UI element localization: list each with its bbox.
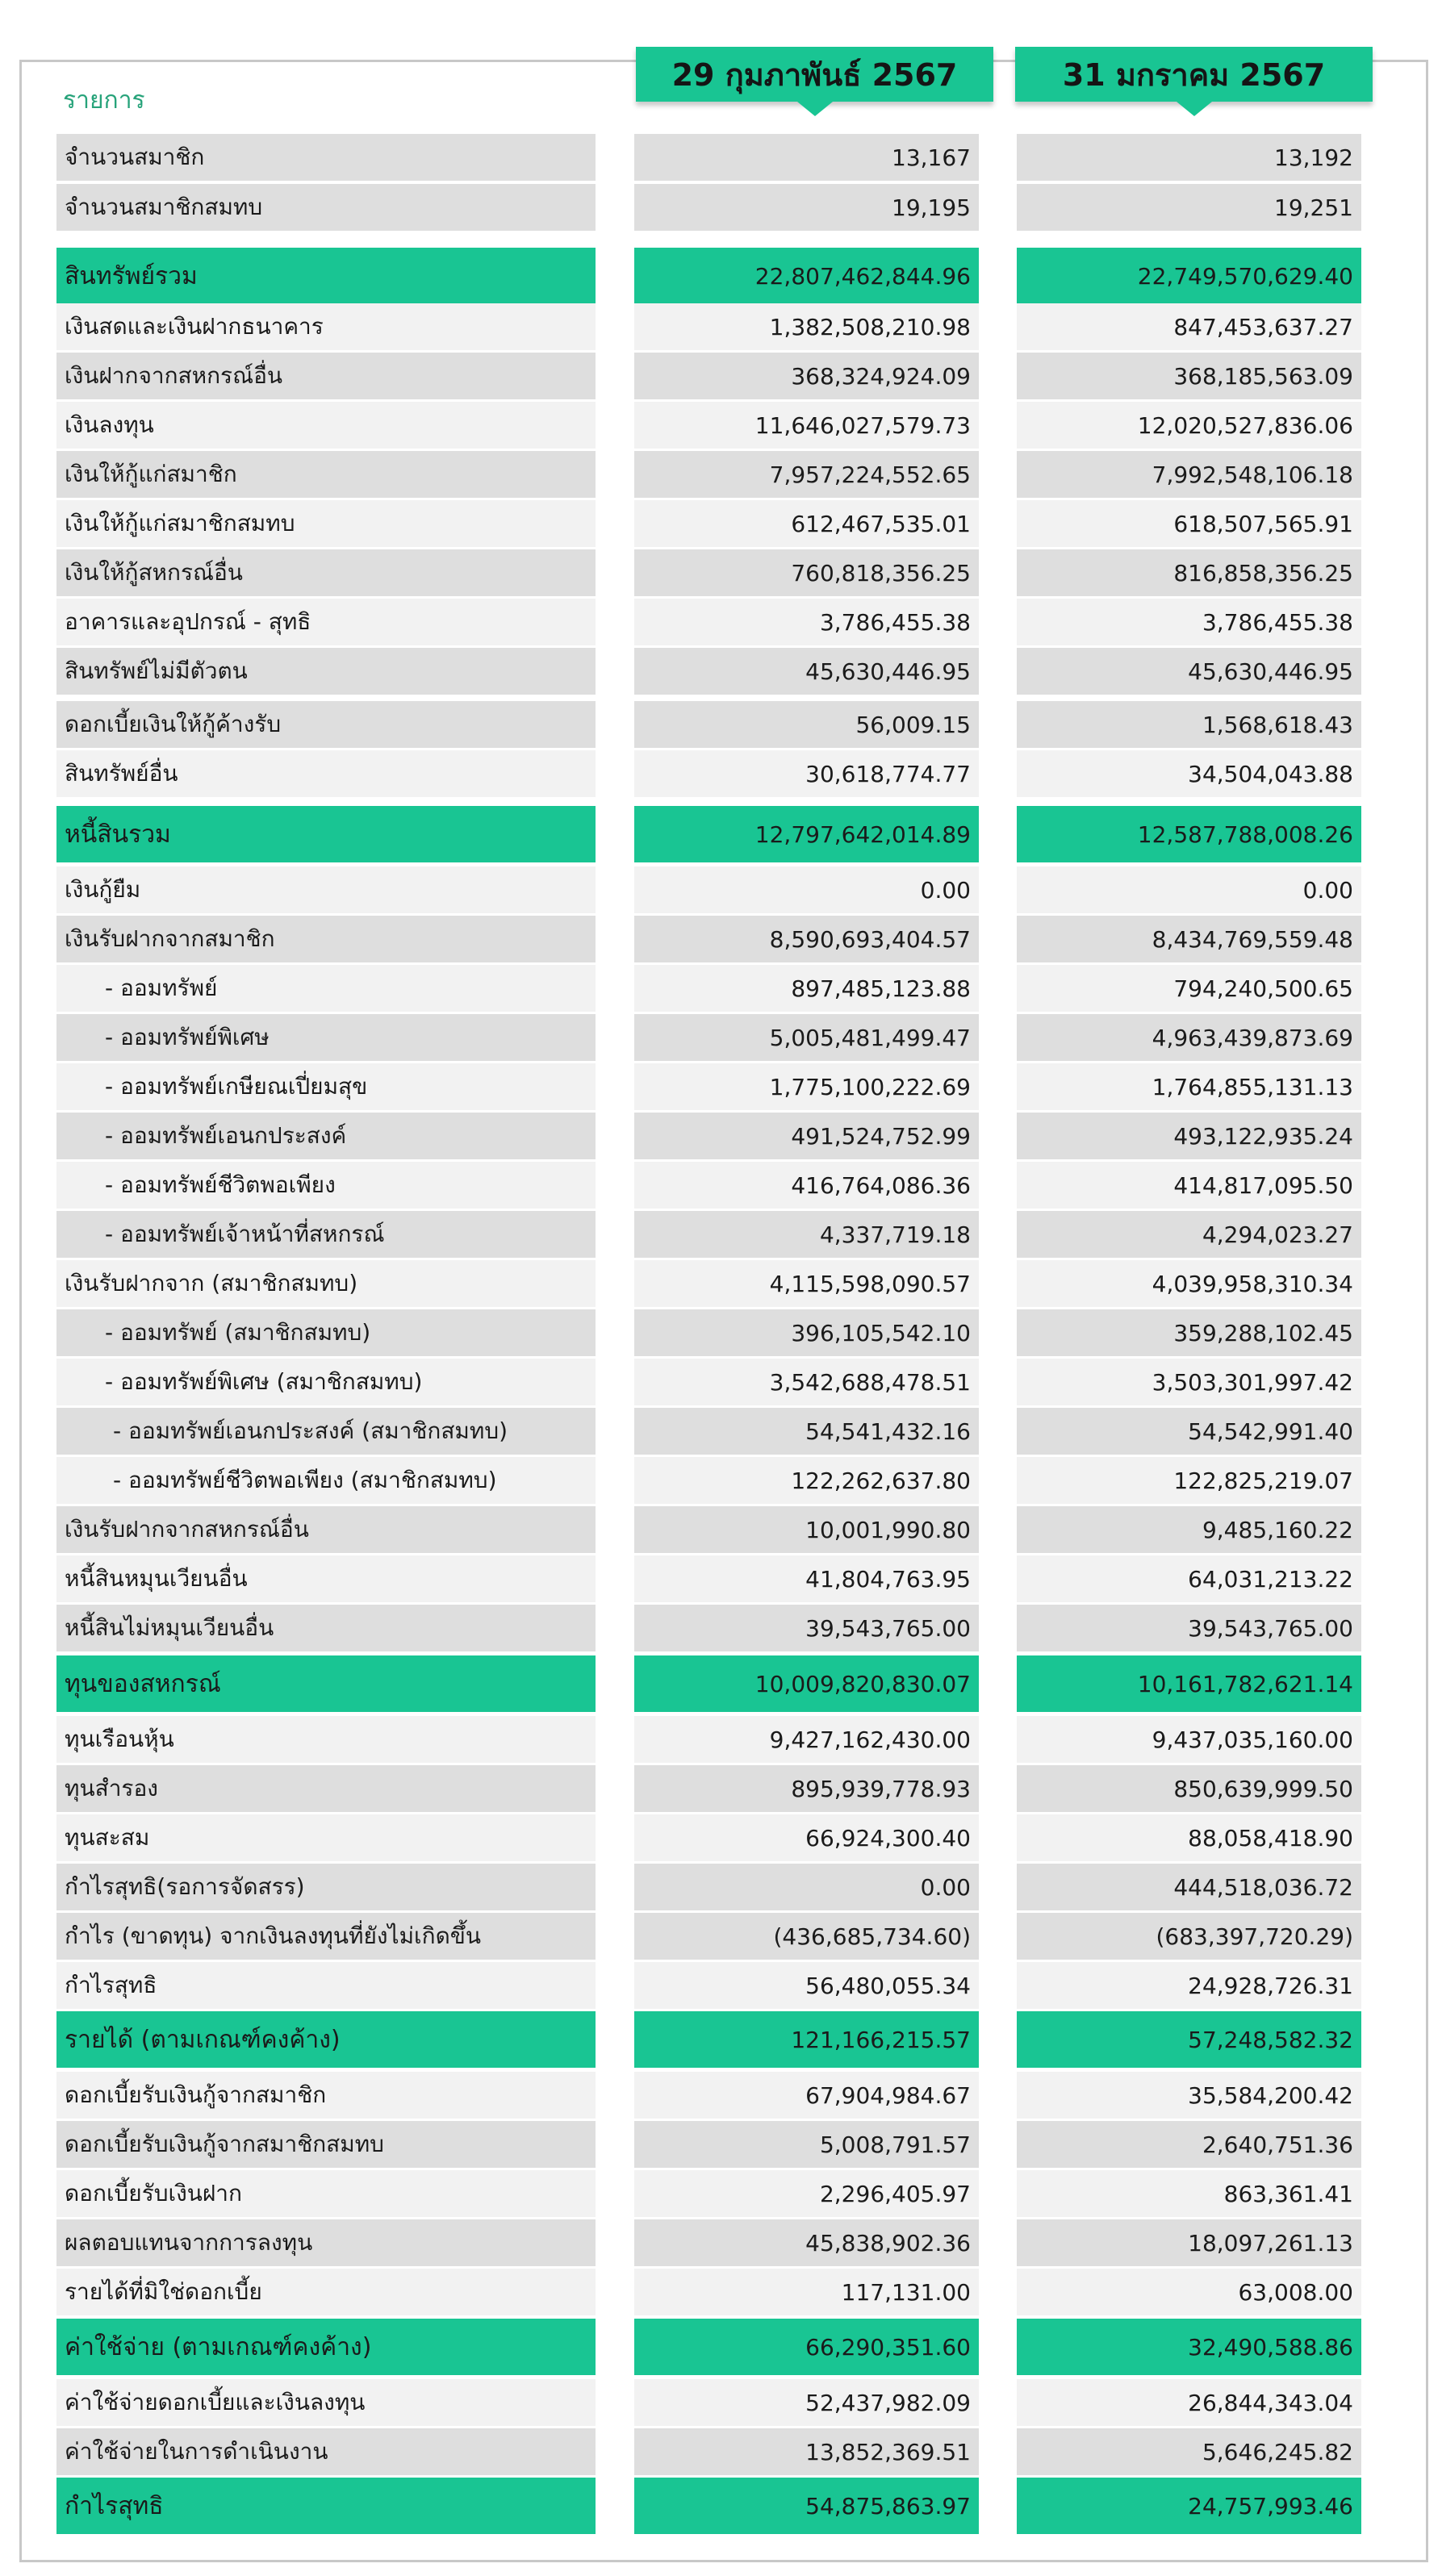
row-value-jan-2567: 863,361.41 — [1017, 2170, 1361, 2217]
row-value-feb-2567: 1,382,508,210.98 — [634, 303, 979, 350]
row-label: - ออมทรัพย์เอนกประสงค์ (สมาชิกสมทบ) — [56, 1408, 596, 1455]
row-value-feb-2567: 3,786,455.38 — [634, 599, 979, 645]
row-value-feb-2567: 22,807,462,844.96 — [634, 248, 979, 304]
row-value-jan-2567: 22,749,570,629.40 — [1017, 248, 1361, 304]
row-value-feb-2567: 41,804,763.95 — [634, 1555, 979, 1602]
table-row — [0, 648, 1442, 695]
row-value-jan-2567: 493,122,935.24 — [1017, 1113, 1361, 1159]
row-label: ผลตอบแทนจากการลงทุน — [56, 2219, 596, 2266]
row-value-jan-2567: 19,251 — [1017, 184, 1361, 231]
row-value-feb-2567: 39,543,765.00 — [634, 1605, 979, 1651]
table-row — [0, 184, 1442, 231]
row-value-jan-2567: (683,397,720.29) — [1017, 1913, 1361, 1960]
row-label: - ออมทรัพย์พิเศษ — [56, 1014, 596, 1061]
row-value-jan-2567: 9,437,035,160.00 — [1017, 1716, 1361, 1763]
row-label: กำไร (ขาดทุน) จากเงินลงทุนที่ยังไม่เกิดขึ้น — [56, 1913, 596, 1960]
row-value-jan-2567: 34,504,043.88 — [1017, 750, 1361, 797]
row-value-jan-2567: 444,518,036.72 — [1017, 1864, 1361, 1910]
row-label: เงินให้กู้แก่สมาชิก — [56, 451, 596, 498]
table-row — [0, 1506, 1442, 1553]
row-value-feb-2567: 368,324,924.09 — [634, 353, 979, 399]
row-label: เงินรับฝากจากสหกรณ์อื่น — [56, 1506, 596, 1553]
table-row — [0, 599, 1442, 645]
row-label: ทุนสำรอง — [56, 1765, 596, 1812]
row-value-feb-2567: 1,775,100,222.69 — [634, 1063, 979, 1110]
row-value-feb-2567: 9,427,162,430.00 — [634, 1716, 979, 1763]
row-value-jan-2567: 45,630,446.95 — [1017, 648, 1361, 695]
row-value-feb-2567: 7,957,224,552.65 — [634, 451, 979, 498]
row-value-jan-2567: 122,825,219.07 — [1017, 1457, 1361, 1504]
row-label: - ออมทรัพย์เกษียณเปี่ยมสุข — [56, 1063, 596, 1110]
row-value-jan-2567: 24,757,993.46 — [1017, 2478, 1361, 2534]
row-value-feb-2567: (436,685,734.60) — [634, 1913, 979, 1960]
row-value-feb-2567: 45,630,446.95 — [634, 648, 979, 695]
row-value-jan-2567: 850,639,999.50 — [1017, 1765, 1361, 1812]
row-label: ค่าใช้จ่าย (ตามเกณฑ์คงค้าง) — [56, 2319, 596, 2375]
row-value-feb-2567: 10,009,820,830.07 — [634, 1655, 979, 1712]
row-value-feb-2567: 895,939,778.93 — [634, 1765, 979, 1812]
row-label: รายได้ (ตามเกณฑ์คงค้าง) — [56, 2011, 596, 2068]
row-value-jan-2567: 9,485,160.22 — [1017, 1506, 1361, 1553]
row-label: ค่าใช้จ่ายในการดำเนินงาน — [56, 2428, 596, 2475]
table-row — [0, 1962, 1442, 2009]
row-value-jan-2567: 414,817,095.50 — [1017, 1162, 1361, 1209]
row-label: - ออมทรัพย์ชีวิตพอเพียง — [56, 1162, 596, 1209]
row-label: - ออมทรัพย์ — [56, 965, 596, 1012]
table-row — [0, 1014, 1442, 1061]
table-row — [0, 2319, 1442, 2375]
table-row — [0, 2170, 1442, 2217]
row-value-jan-2567: 618,507,565.91 — [1017, 500, 1361, 547]
row-value-jan-2567: 18,097,261.13 — [1017, 2219, 1361, 2266]
row-value-jan-2567: 10,161,782,621.14 — [1017, 1655, 1361, 1712]
row-label: สินทรัพย์อื่น — [56, 750, 596, 797]
row-value-jan-2567: 1,764,855,131.13 — [1017, 1063, 1361, 1110]
row-label: หนี้สินไม่หมุนเวียนอื่น — [56, 1605, 596, 1651]
table-row — [0, 2219, 1442, 2266]
table-row — [0, 500, 1442, 547]
row-label: รายได้ที่มิใช่ดอกเบี้ย — [56, 2269, 596, 2315]
row-label: หนี้สินหมุนเวียนอื่น — [56, 1555, 596, 1602]
row-label: - ออมทรัพย์พิเศษ (สมาชิกสมทบ) — [56, 1359, 596, 1405]
row-label: เงินรับฝากจากสมาชิก — [56, 916, 596, 962]
row-value-feb-2567: 30,618,774.77 — [634, 750, 979, 797]
row-value-jan-2567: 63,008.00 — [1017, 2269, 1361, 2315]
table-row — [0, 2379, 1442, 2426]
table-row — [0, 2428, 1442, 2475]
row-value-jan-2567: 1,568,618.43 — [1017, 701, 1361, 748]
row-label: ทุนของสหกรณ์ — [56, 1655, 596, 1712]
table-row — [0, 549, 1442, 596]
row-value-feb-2567: 19,195 — [634, 184, 979, 231]
row-value-jan-2567: 368,185,563.09 — [1017, 353, 1361, 399]
row-value-jan-2567: 794,240,500.65 — [1017, 965, 1361, 1012]
row-value-jan-2567: 57,248,582.32 — [1017, 2011, 1361, 2068]
table-row — [0, 1309, 1442, 1356]
row-value-feb-2567: 0.00 — [634, 1864, 979, 1910]
row-value-jan-2567: 39,543,765.00 — [1017, 1605, 1361, 1651]
row-label: เงินสดและเงินฝากธนาคาร — [56, 303, 596, 350]
table-row — [0, 248, 1442, 304]
row-value-feb-2567: 396,105,542.10 — [634, 1309, 979, 1356]
row-value-feb-2567: 5,008,791.57 — [634, 2121, 979, 2168]
table-row — [0, 451, 1442, 498]
row-value-feb-2567: 3,542,688,478.51 — [634, 1359, 979, 1405]
row-label: เงินรับฝากจาก (สมาชิกสมทบ) — [56, 1260, 596, 1307]
row-value-feb-2567: 66,924,300.40 — [634, 1814, 979, 1861]
table-row — [0, 1913, 1442, 1960]
row-value-jan-2567: 847,453,637.27 — [1017, 303, 1361, 350]
table-row — [0, 2011, 1442, 2068]
row-label: - ออมทรัพย์ชีวิตพอเพียง (สมาชิกสมทบ) — [56, 1457, 596, 1504]
column-header-items: รายการ — [63, 86, 145, 115]
row-label: หนี้สินรวม — [56, 806, 596, 862]
row-value-feb-2567: 13,852,369.51 — [634, 2428, 979, 2475]
table-row — [0, 916, 1442, 962]
row-value-feb-2567: 66,290,351.60 — [634, 2319, 979, 2375]
table-row — [0, 2269, 1442, 2315]
row-label: เงินให้กู้สหกรณ์อื่น — [56, 549, 596, 596]
table-row — [0, 1655, 1442, 1712]
row-value-feb-2567: 0.00 — [634, 866, 979, 913]
row-value-feb-2567: 52,437,982.09 — [634, 2379, 979, 2426]
row-value-feb-2567: 13,167 — [634, 134, 979, 181]
row-label: จำนวนสมาชิก — [56, 134, 596, 181]
row-label: - ออมทรัพย์ (สมาชิกสมทบ) — [56, 1309, 596, 1356]
row-label: อาคารและอุปกรณ์ - สุทธิ — [56, 599, 596, 645]
row-value-feb-2567: 56,009.15 — [634, 701, 979, 748]
row-label: ทุนสะสม — [56, 1814, 596, 1861]
row-label: ดอกเบี้ยรับเงินกู้จากสมาชิกสมทบ — [56, 2121, 596, 2168]
table-row — [0, 1457, 1442, 1504]
table-row — [0, 2478, 1442, 2534]
row-label: กำไรสุทธิ — [56, 1962, 596, 2009]
row-label: ดอกเบี้ยรับเงินฝาก — [56, 2170, 596, 2217]
row-label: เงินฝากจากสหกรณ์อื่น — [56, 353, 596, 399]
row-value-jan-2567: 54,542,991.40 — [1017, 1408, 1361, 1455]
table-row — [0, 1063, 1442, 1110]
row-value-feb-2567: 4,115,598,090.57 — [634, 1260, 979, 1307]
row-value-jan-2567: 5,646,245.82 — [1017, 2428, 1361, 2475]
row-value-feb-2567: 4,337,719.18 — [634, 1211, 979, 1258]
table-row — [0, 701, 1442, 748]
row-value-jan-2567: 88,058,418.90 — [1017, 1814, 1361, 1861]
table-row — [0, 1716, 1442, 1763]
row-label: เงินกู้ยืม — [56, 866, 596, 913]
row-value-jan-2567: 64,031,213.22 — [1017, 1555, 1361, 1602]
row-label: - ออมทรัพย์เอนกประสงค์ — [56, 1113, 596, 1159]
row-value-jan-2567: 12,020,527,836.06 — [1017, 402, 1361, 449]
row-value-feb-2567: 760,818,356.25 — [634, 549, 979, 596]
row-label: ดอกเบี้ยรับเงินกู้จากสมาชิก — [56, 2072, 596, 2119]
row-value-jan-2567: 24,928,726.31 — [1017, 1962, 1361, 2009]
row-label: ค่าใช้จ่ายดอกเบี้ยและเงินลงทุน — [56, 2379, 596, 2426]
row-value-feb-2567: 5,005,481,499.47 — [634, 1014, 979, 1061]
column-tab-jan-2567: 31 มกราคม 2567 — [1015, 47, 1373, 102]
table-row — [0, 1260, 1442, 1307]
row-value-jan-2567: 7,992,548,106.18 — [1017, 451, 1361, 498]
row-label: ทุนเรือนหุ้น — [56, 1716, 596, 1763]
row-label: เงินลงทุน — [56, 402, 596, 449]
row-value-jan-2567: 2,640,751.36 — [1017, 2121, 1361, 2168]
table-row — [0, 1211, 1442, 1258]
table-row — [0, 806, 1442, 862]
row-label: กำไรสุทธิ(รอการจัดสรร) — [56, 1864, 596, 1910]
row-value-jan-2567: 35,584,200.42 — [1017, 2072, 1361, 2119]
row-value-feb-2567: 45,838,902.36 — [634, 2219, 979, 2266]
table-row — [0, 1864, 1442, 1910]
row-value-feb-2567: 12,797,642,014.89 — [634, 806, 979, 862]
row-value-jan-2567: 359,288,102.45 — [1017, 1309, 1361, 1356]
row-value-feb-2567: 897,485,123.88 — [634, 965, 979, 1012]
row-value-jan-2567: 12,587,788,008.26 — [1017, 806, 1361, 862]
row-value-jan-2567: 32,490,588.86 — [1017, 2319, 1361, 2375]
row-label: เงินให้กู้แก่สมาชิกสมทบ — [56, 500, 596, 547]
table-row — [0, 2121, 1442, 2168]
row-label: จำนวนสมาชิกสมทบ — [56, 184, 596, 231]
row-value-jan-2567: 13,192 — [1017, 134, 1361, 181]
row-value-feb-2567: 491,524,752.99 — [634, 1113, 979, 1159]
row-value-jan-2567: 3,786,455.38 — [1017, 599, 1361, 645]
table-row — [0, 1162, 1442, 1209]
row-label: ดอกเบี้ยเงินให้กู้ค้างรับ — [56, 701, 596, 748]
column-tab-feb-2567: 29 กุมภาพันธ์ 2567 — [636, 47, 993, 102]
row-value-feb-2567: 612,467,535.01 — [634, 500, 979, 547]
row-value-feb-2567: 2,296,405.97 — [634, 2170, 979, 2217]
row-value-feb-2567: 54,541,432.16 — [634, 1408, 979, 1455]
row-value-feb-2567: 122,262,637.80 — [634, 1457, 979, 1504]
table-row — [0, 1408, 1442, 1455]
table-row — [0, 353, 1442, 399]
row-value-jan-2567: 3,503,301,997.42 — [1017, 1359, 1361, 1405]
table-row — [0, 1814, 1442, 1861]
row-value-jan-2567: 4,963,439,873.69 — [1017, 1014, 1361, 1061]
row-value-jan-2567: 8,434,769,559.48 — [1017, 916, 1361, 962]
row-value-feb-2567: 54,875,863.97 — [634, 2478, 979, 2534]
row-value-feb-2567: 121,166,215.57 — [634, 2011, 979, 2068]
table-row — [0, 1765, 1442, 1812]
row-label: กำไรสุทธิ — [56, 2478, 596, 2534]
row-value-feb-2567: 117,131.00 — [634, 2269, 979, 2315]
row-value-jan-2567: 816,858,356.25 — [1017, 549, 1361, 596]
table-row — [0, 2072, 1442, 2119]
table-row — [0, 134, 1442, 181]
row-label: - ออมทรัพย์เจ้าหน้าที่สหกรณ์ — [56, 1211, 596, 1258]
row-value-jan-2567: 26,844,343.04 — [1017, 2379, 1361, 2426]
table-row — [0, 1605, 1442, 1651]
row-value-feb-2567: 416,764,086.36 — [634, 1162, 979, 1209]
table-row — [0, 1555, 1442, 1602]
row-label: สินทรัพย์รวม — [56, 248, 596, 304]
row-label: สินทรัพย์ไม่มีตัวตน — [56, 648, 596, 695]
row-value-feb-2567: 67,904,984.67 — [634, 2072, 979, 2119]
row-value-jan-2567: 0.00 — [1017, 866, 1361, 913]
table-row — [0, 750, 1442, 797]
row-value-feb-2567: 11,646,027,579.73 — [634, 402, 979, 449]
row-value-feb-2567: 10,001,990.80 — [634, 1506, 979, 1553]
table-row — [0, 303, 1442, 350]
table-row — [0, 965, 1442, 1012]
table-row — [0, 402, 1442, 449]
row-value-jan-2567: 4,039,958,310.34 — [1017, 1260, 1361, 1307]
table-row — [0, 1113, 1442, 1159]
row-value-feb-2567: 56,480,055.34 — [634, 1962, 979, 2009]
row-value-jan-2567: 4,294,023.27 — [1017, 1211, 1361, 1258]
table-row — [0, 1359, 1442, 1405]
row-value-feb-2567: 8,590,693,404.57 — [634, 916, 979, 962]
table-row — [0, 866, 1442, 913]
